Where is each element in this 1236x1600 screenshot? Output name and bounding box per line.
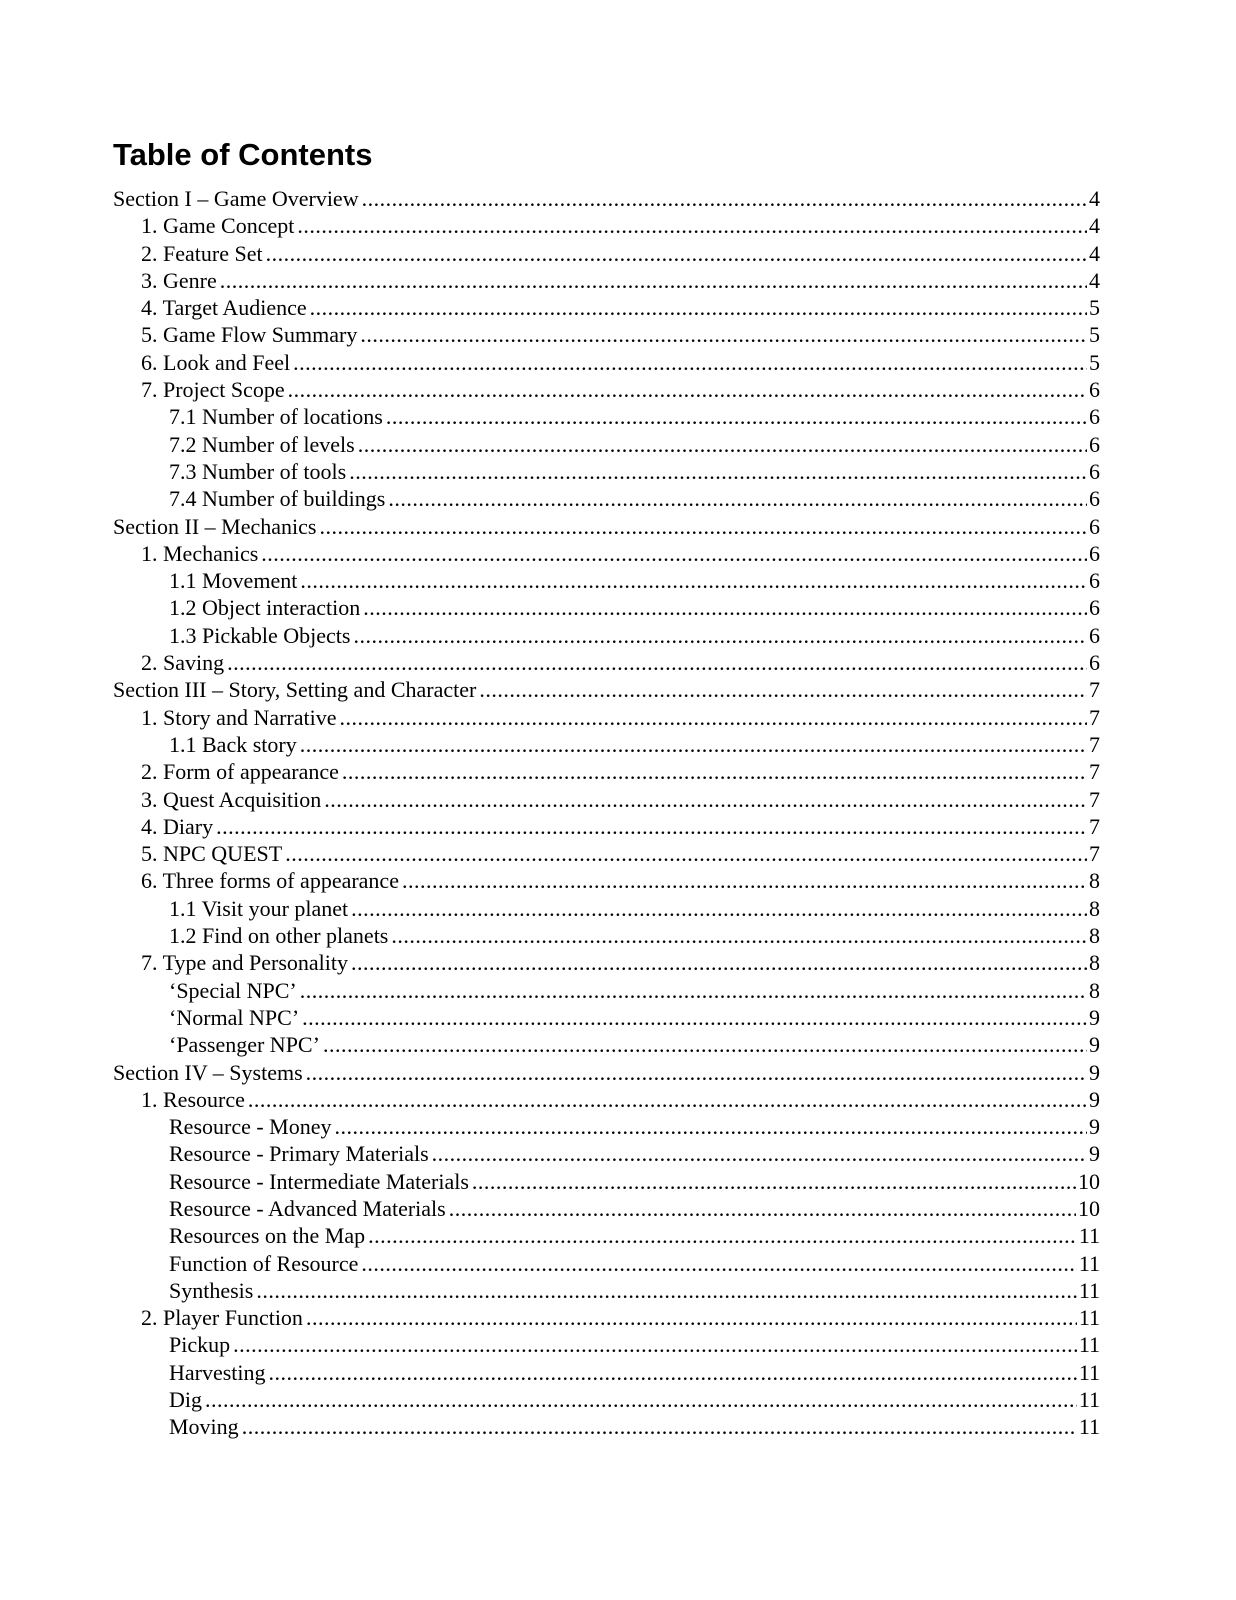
toc-dot-leader [349, 458, 1087, 485]
toc-entry-page-number: 9 [1089, 1032, 1100, 1058]
toc-entry[interactable] [113, 704, 1100, 731]
toc-dot-leader [340, 704, 1088, 731]
toc-entry-page-number: 4 [1089, 186, 1100, 211]
toc-entry[interactable] [113, 349, 1100, 376]
toc-entry[interactable] [113, 513, 1100, 540]
toc-entry-label: Resources on the Map [169, 1223, 366, 1249]
toc-entry[interactable] [113, 758, 1100, 785]
toc-entry-page-number: 9 [1089, 1086, 1100, 1112]
toc-entry-label: 6. Three forms of appearance [141, 868, 399, 894]
toc-entry-label: 7.3 Number of tools [169, 458, 347, 484]
toc-entry-label: 1. Resource [141, 1086, 245, 1112]
toc-entry-page-number: 6 [1089, 377, 1100, 403]
toc-entry-page-number: 6 [1089, 622, 1100, 648]
toc-entry-label: 1.1 Movement [169, 568, 298, 594]
toc-entry-page-number: 8 [1089, 923, 1100, 949]
toc-entry-label: Function of Resource [169, 1250, 359, 1276]
toc-entry-page-number: 4 [1089, 267, 1100, 293]
toc-entry-label: ‘Passenger NPC’ [169, 1032, 320, 1058]
table-of-contents [113, 185, 1100, 1441]
toc-entry-page-number: 7 [1089, 759, 1100, 785]
toc-dot-leader [310, 294, 1087, 321]
toc-entry-label: Section II – Mechanics [113, 513, 317, 539]
toc-dot-leader [363, 594, 1087, 621]
toc-entry-label: 2. Saving [141, 650, 225, 676]
toc-entry-label: 1. Game Concept [141, 213, 295, 239]
toc-entry-label: Moving [169, 1414, 239, 1440]
toc-entry-label: 4. Target Audience [141, 295, 307, 321]
toc-entry[interactable] [113, 431, 1100, 458]
toc-entry-page-number: 11 [1078, 1250, 1100, 1276]
toc-entry[interactable] [113, 1113, 1100, 1140]
toc-entry-label: 1.2 Find on other planets [169, 923, 389, 949]
toc-entry[interactable] [113, 294, 1100, 321]
toc-entry-page-number: 7 [1089, 813, 1100, 839]
toc-entry-page-number: 6 [1089, 486, 1100, 512]
toc-entry-label: Dig [169, 1387, 202, 1413]
toc-entry[interactable] [113, 1304, 1100, 1331]
toc-entry-label: 1.1 Visit your planet [169, 895, 349, 921]
toc-entry-label: 4. Diary [141, 813, 214, 839]
toc-dot-leader [220, 267, 1087, 294]
toc-entry-page-number: 6 [1089, 568, 1100, 594]
toc-entry[interactable] [113, 240, 1100, 267]
toc-entry[interactable] [113, 1140, 1100, 1167]
toc-entry[interactable] [113, 813, 1100, 840]
toc-entry-label: 1. Mechanics [141, 540, 259, 566]
toc-dot-leader [368, 1222, 1077, 1249]
toc-dot-leader [386, 403, 1087, 430]
toc-entry-page-number: 8 [1089, 868, 1100, 894]
toc-entry-page-number: 7 [1089, 841, 1100, 867]
toc-dot-leader [300, 567, 1087, 594]
toc-entry[interactable] [113, 895, 1100, 922]
toc-entry-page-number: 6 [1089, 431, 1100, 457]
toc-dot-leader [269, 1359, 1077, 1386]
toc-dot-leader [472, 1168, 1076, 1195]
toc-dot-leader [288, 376, 1087, 403]
toc-entry[interactable] [113, 676, 1100, 703]
toc-entry-page-number: 8 [1089, 895, 1100, 921]
toc-entry-label: Section III – Story, Setting and Character [113, 677, 477, 703]
toc-dot-leader [449, 1195, 1076, 1222]
toc-entry[interactable] [113, 1195, 1100, 1222]
toc-entry-label: 1.1 Back story [169, 731, 297, 757]
toc-entry-label: 1.3 Pickable Objects [169, 622, 351, 648]
toc-entry[interactable] [113, 1277, 1100, 1304]
toc-entry[interactable] [113, 267, 1100, 294]
toc-dot-leader [248, 1086, 1087, 1113]
toc-entry[interactable] [113, 1168, 1100, 1195]
toc-entry-label: Resource - Intermediate Materials [169, 1168, 469, 1194]
toc-dot-leader [391, 922, 1087, 949]
toc-entry-label: 3. Quest Acquisition [141, 786, 322, 812]
toc-entry-label: 7. Project Scope [141, 377, 285, 403]
toc-entry[interactable] [113, 922, 1100, 949]
toc-entry[interactable] [113, 1004, 1100, 1031]
toc-dot-leader [335, 1113, 1087, 1140]
toc-entry[interactable] [113, 594, 1100, 621]
toc-entry-page-number: 8 [1089, 977, 1100, 1003]
toc-entry[interactable] [113, 1086, 1100, 1113]
toc-dot-leader [388, 485, 1087, 512]
toc-entry-page-number: 11 [1078, 1223, 1100, 1249]
toc-dot-leader [402, 867, 1087, 894]
toc-entry-page-number: 9 [1089, 1059, 1100, 1085]
toc-dot-leader [360, 321, 1087, 348]
toc-entry-label: Section IV – Systems [113, 1059, 303, 1085]
toc-entry-page-number: 9 [1089, 1141, 1100, 1167]
toc-entry-label: 3. Genre [141, 267, 217, 293]
toc-entry-page-number: 11 [1078, 1387, 1100, 1413]
toc-entry-page-number: 7 [1089, 704, 1100, 730]
toc-dot-leader [297, 212, 1087, 239]
toc-dot-leader [306, 1304, 1077, 1331]
toc-entry-label: ‘Normal NPC’ [169, 1004, 300, 1030]
toc-dot-leader [353, 622, 1087, 649]
toc-dot-leader [300, 731, 1087, 758]
toc-dot-leader [479, 676, 1087, 703]
toc-entry-label: Pickup [169, 1332, 231, 1358]
toc-entry[interactable] [113, 1359, 1100, 1386]
toc-entry-page-number: 9 [1089, 1004, 1100, 1030]
toc-entry-page-number: 7 [1089, 677, 1100, 703]
toc-dot-leader [306, 1059, 1087, 1086]
toc-entry-label: 1.2 Object interaction [169, 595, 361, 621]
toc-entry[interactable] [113, 1386, 1100, 1413]
toc-dot-leader [351, 949, 1087, 976]
toc-entry[interactable] [113, 1059, 1100, 1086]
toc-entry[interactable] [113, 649, 1100, 676]
toc-dot-leader [351, 895, 1087, 922]
toc-dot-leader [361, 1250, 1076, 1277]
toc-entry[interactable] [113, 1413, 1100, 1440]
toc-entry[interactable] [113, 485, 1100, 512]
toc-entry[interactable] [113, 786, 1100, 813]
toc-entry[interactable] [113, 376, 1100, 403]
toc-entry[interactable] [113, 1222, 1100, 1249]
toc-entry-label: Resource - Primary Materials [169, 1141, 429, 1167]
toc-dot-leader [342, 758, 1087, 785]
toc-entry[interactable] [113, 867, 1100, 894]
toc-entry-page-number: 6 [1089, 513, 1100, 539]
toc-entry-label: 1. Story and Narrative [141, 704, 337, 730]
toc-entry[interactable] [113, 212, 1100, 239]
toc-entry-label: ‘Special NPC’ [169, 977, 297, 1003]
toc-entry-page-number: 6 [1089, 595, 1100, 621]
toc-entry-label: Resource - Advanced Materials [169, 1195, 446, 1221]
toc-entry-page-number: 11 [1078, 1277, 1100, 1303]
toc-dot-leader [285, 840, 1087, 867]
toc-entry-page-number: 5 [1089, 322, 1100, 348]
toc-entry[interactable] [113, 731, 1100, 758]
toc-entry-label: Synthesis [169, 1277, 254, 1303]
toc-entry[interactable] [113, 1250, 1100, 1277]
toc-entry-page-number: 7 [1089, 786, 1100, 812]
toc-dot-leader [300, 977, 1087, 1004]
toc-entry-label: 7. Type and Personality [141, 950, 349, 976]
toc-dot-leader [261, 540, 1087, 567]
page-title: Table of Contents [113, 137, 373, 172]
toc-entry-page-number: 11 [1078, 1332, 1100, 1358]
toc-entry-page-number: 11 [1078, 1305, 1100, 1331]
toc-entry-label: 2. Player Function [141, 1305, 303, 1331]
toc-entry[interactable] [113, 949, 1100, 976]
toc-entry-label: 7.1 Number of locations [169, 404, 383, 430]
toc-entry-label: Resource - Money [169, 1114, 332, 1140]
toc-entry[interactable] [113, 840, 1100, 867]
toc-entry-page-number: 11 [1078, 1359, 1100, 1385]
toc-dot-leader [216, 813, 1087, 840]
toc-entry-page-number: 10 [1078, 1195, 1100, 1221]
toc-entry-page-number: 4 [1089, 213, 1100, 239]
toc-entry-page-number: 5 [1089, 349, 1100, 375]
toc-entry-label: 6. Look and Feel [141, 349, 291, 375]
toc-entry-label: Section I – Game Overview [113, 186, 359, 211]
toc-dot-leader [362, 185, 1087, 212]
toc-entry-label: 2. Feature Set [141, 240, 263, 266]
toc-dot-leader [358, 431, 1087, 458]
toc-entry-label: 7.2 Number of levels [169, 431, 355, 457]
toc-entry[interactable] [113, 540, 1100, 567]
toc-dot-leader [266, 240, 1087, 267]
toc-dot-leader [233, 1331, 1077, 1358]
toc-entry[interactable] [113, 1331, 1100, 1358]
toc-dot-leader [432, 1140, 1087, 1167]
toc-entry-page-number: 4 [1089, 240, 1100, 266]
toc-dot-leader [242, 1413, 1077, 1440]
toc-entry-page-number: 7 [1089, 731, 1100, 757]
toc-entry-page-number: 8 [1089, 950, 1100, 976]
toc-dot-leader [205, 1386, 1077, 1413]
toc-entry[interactable] [113, 403, 1100, 430]
toc-entry[interactable] [113, 622, 1100, 649]
toc-entry-page-number: 9 [1089, 1114, 1100, 1140]
toc-dot-leader [324, 786, 1087, 813]
toc-entry-label: 2. Form of appearance [141, 759, 339, 785]
toc-dot-leader [319, 513, 1087, 540]
toc-entry[interactable] [113, 321, 1100, 348]
toc-entry-page-number: 6 [1089, 650, 1100, 676]
toc-entry[interactable] [113, 458, 1100, 485]
toc-entry-label: 5. Game Flow Summary [141, 322, 358, 348]
toc-dot-leader [323, 1031, 1087, 1058]
toc-dot-leader [256, 1277, 1076, 1304]
toc-entry[interactable] [113, 567, 1100, 594]
toc-entry-page-number: 5 [1089, 295, 1100, 321]
toc-entry[interactable] [113, 185, 1100, 212]
toc-entry-label: 7.4 Number of buildings [169, 486, 386, 512]
toc-entry[interactable] [113, 1031, 1100, 1058]
toc-entry-label: 5. NPC QUEST [141, 841, 283, 867]
toc-dot-leader [302, 1004, 1087, 1031]
toc-entry-page-number: 6 [1089, 540, 1100, 566]
toc-entry-page-number: 6 [1089, 458, 1100, 484]
toc-entry[interactable] [113, 977, 1100, 1004]
toc-dot-leader [227, 649, 1087, 676]
toc-entry-page-number: 10 [1078, 1168, 1100, 1194]
toc-dot-leader [293, 349, 1087, 376]
toc-entry-page-number: 11 [1078, 1414, 1100, 1440]
toc-entry-page-number: 6 [1089, 404, 1100, 430]
toc-entry-label: Harvesting [169, 1359, 266, 1385]
